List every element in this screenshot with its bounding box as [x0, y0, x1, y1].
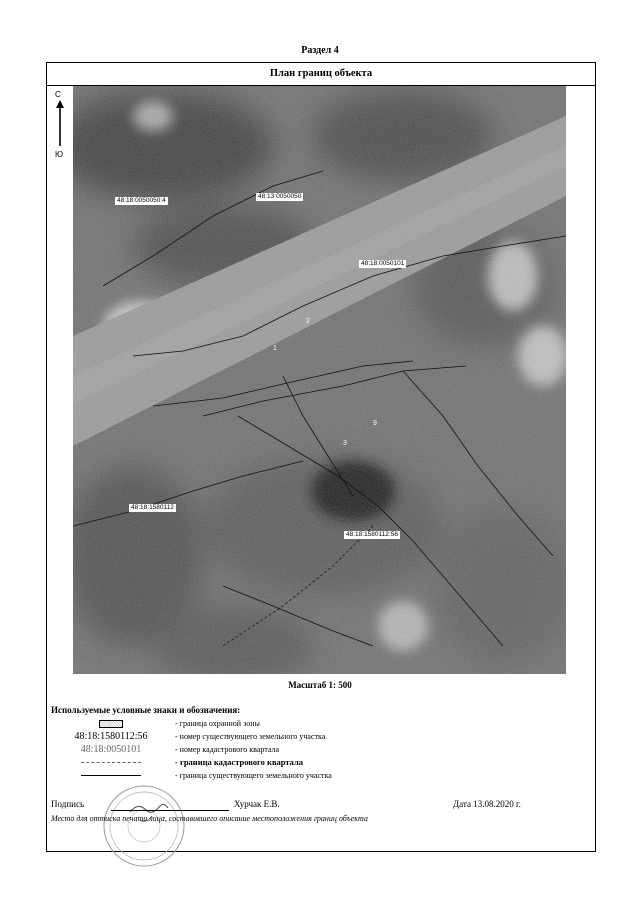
signature-label: Подпись	[51, 799, 85, 809]
legend-symbol-parcel-line	[51, 770, 171, 781]
legend-row-protection-zone	[51, 718, 571, 729]
legend-symbol-quarter: 48:18:0050101	[80, 744, 142, 755]
aerial-map	[73, 86, 566, 674]
legend-symbol-quarter-line	[51, 757, 171, 768]
plan-title: План границ объекта	[47, 63, 595, 86]
signature-date: Дата 13.08.2020 г.	[453, 799, 521, 809]
legend-row-parcel-boundary	[51, 770, 571, 781]
label-parcel-a: 48:18:0050050:4	[117, 197, 166, 204]
legend-text: - граница кадастрового квартала	[175, 757, 304, 767]
label-quarter-b: 48:18:0050101	[361, 260, 405, 267]
legend-text: - номер существующего земельного участка	[175, 732, 326, 741]
point-1: 1	[273, 345, 277, 352]
legend-row-parcel-number	[51, 731, 571, 742]
label-quarter-c: 48:18:1580112	[131, 504, 174, 511]
map-canvas	[73, 86, 566, 674]
legend-title: Используемые условные знаки и обозначения:	[51, 705, 241, 715]
arrow-icon	[53, 100, 67, 150]
legend-text: - граница охранной зоны	[175, 719, 260, 728]
legend-text: - номер кадастрового квартала	[175, 745, 280, 754]
point-3: 3	[343, 440, 347, 447]
compass-north: С	[55, 90, 61, 99]
point-9: 9	[373, 420, 377, 427]
stamp-place-note: Место для оттиска печати лица, составившего описание местоположения границ объекта	[51, 814, 368, 823]
signature-row	[51, 799, 561, 813]
signature-line	[111, 810, 229, 811]
seal-stamp	[100, 782, 188, 870]
label-parcel-main: 48:18:1580112:56	[346, 531, 398, 538]
legend-row-quarter-boundary	[51, 757, 571, 768]
legend-symbol-parcel: 48:18:1580112:56	[74, 731, 148, 742]
signer-name: Хурчак Е.В.	[234, 799, 280, 809]
compass-south: Ю	[55, 150, 64, 159]
scale-label: Масштаб 1: 500	[288, 680, 352, 690]
label-quarter-a: 48:13:0050050	[258, 193, 302, 200]
legend-symbol-zone	[51, 718, 171, 729]
legend-row-quarter-number	[51, 744, 571, 755]
north-arrow	[53, 90, 67, 162]
legend-text: - граница существующего земельного участка	[175, 771, 332, 780]
point-2: 2	[306, 318, 310, 325]
section-title: Раздел 4	[301, 45, 339, 56]
